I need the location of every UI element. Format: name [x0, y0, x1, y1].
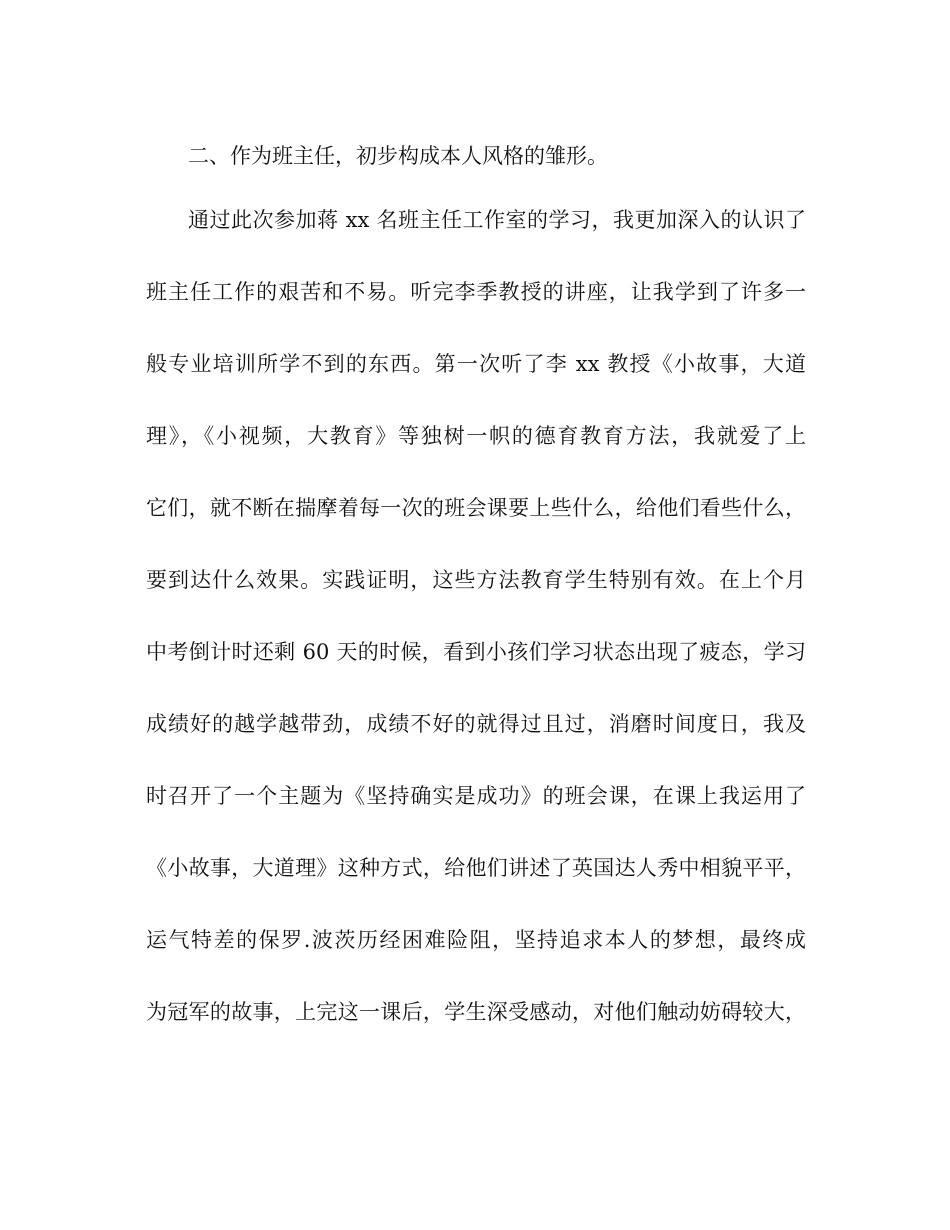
paragraph-line: 理》，《小视频，大教育》等独树一帜的德育教育方法，我就爱了上: [146, 424, 806, 448]
paragraph-line: 运气特差的保罗.波茨历经困难险阻，坚持追求本人的梦想，最终成: [146, 928, 806, 952]
paragraph-line: 要到达什么效果。实践证明，这些方法教育学生特别有效。在上个月: [146, 568, 806, 592]
paragraph-line: 《小故事，大道理》这种方式，给他们讲述了英国达人秀中相貌平平，: [146, 856, 806, 880]
paragraph-line: 通过此次参加蒋 xx 名班主任工作室的学习，我更加深入的认识了: [188, 208, 806, 232]
paragraph-line: 般专业培训所学不到的东西。第一次听了李 xx 教授《小故事，大道: [146, 352, 806, 376]
paragraph-line: 成绩好的越学越带劲，成绩不好的就得过且过，消磨时间度日，我及: [146, 712, 806, 736]
paragraph-line: 班主任工作的艰苦和不易。听完李季教授的讲座，让我学到了许多一: [146, 280, 806, 304]
paragraph-line: 中考倒计时还剩 60 天的时候，看到小孩们学习状态出现了疲态，学习: [146, 640, 806, 664]
paragraph-line: 时召开了一个主题为《坚持确实是成功》的班会课，在课上我运用了: [146, 784, 806, 808]
section-heading: 二、作为班主任，初步构成本人风格的雏形。: [188, 144, 608, 168]
paragraph-line: 为冠军的故事，上完这一课后，学生深受感动，对他们触动妨碍较大，: [146, 1000, 806, 1024]
paragraph-line: 它们，就不断在揣摩着每一次的班会课要上些什么，给他们看些什么，: [146, 496, 806, 520]
